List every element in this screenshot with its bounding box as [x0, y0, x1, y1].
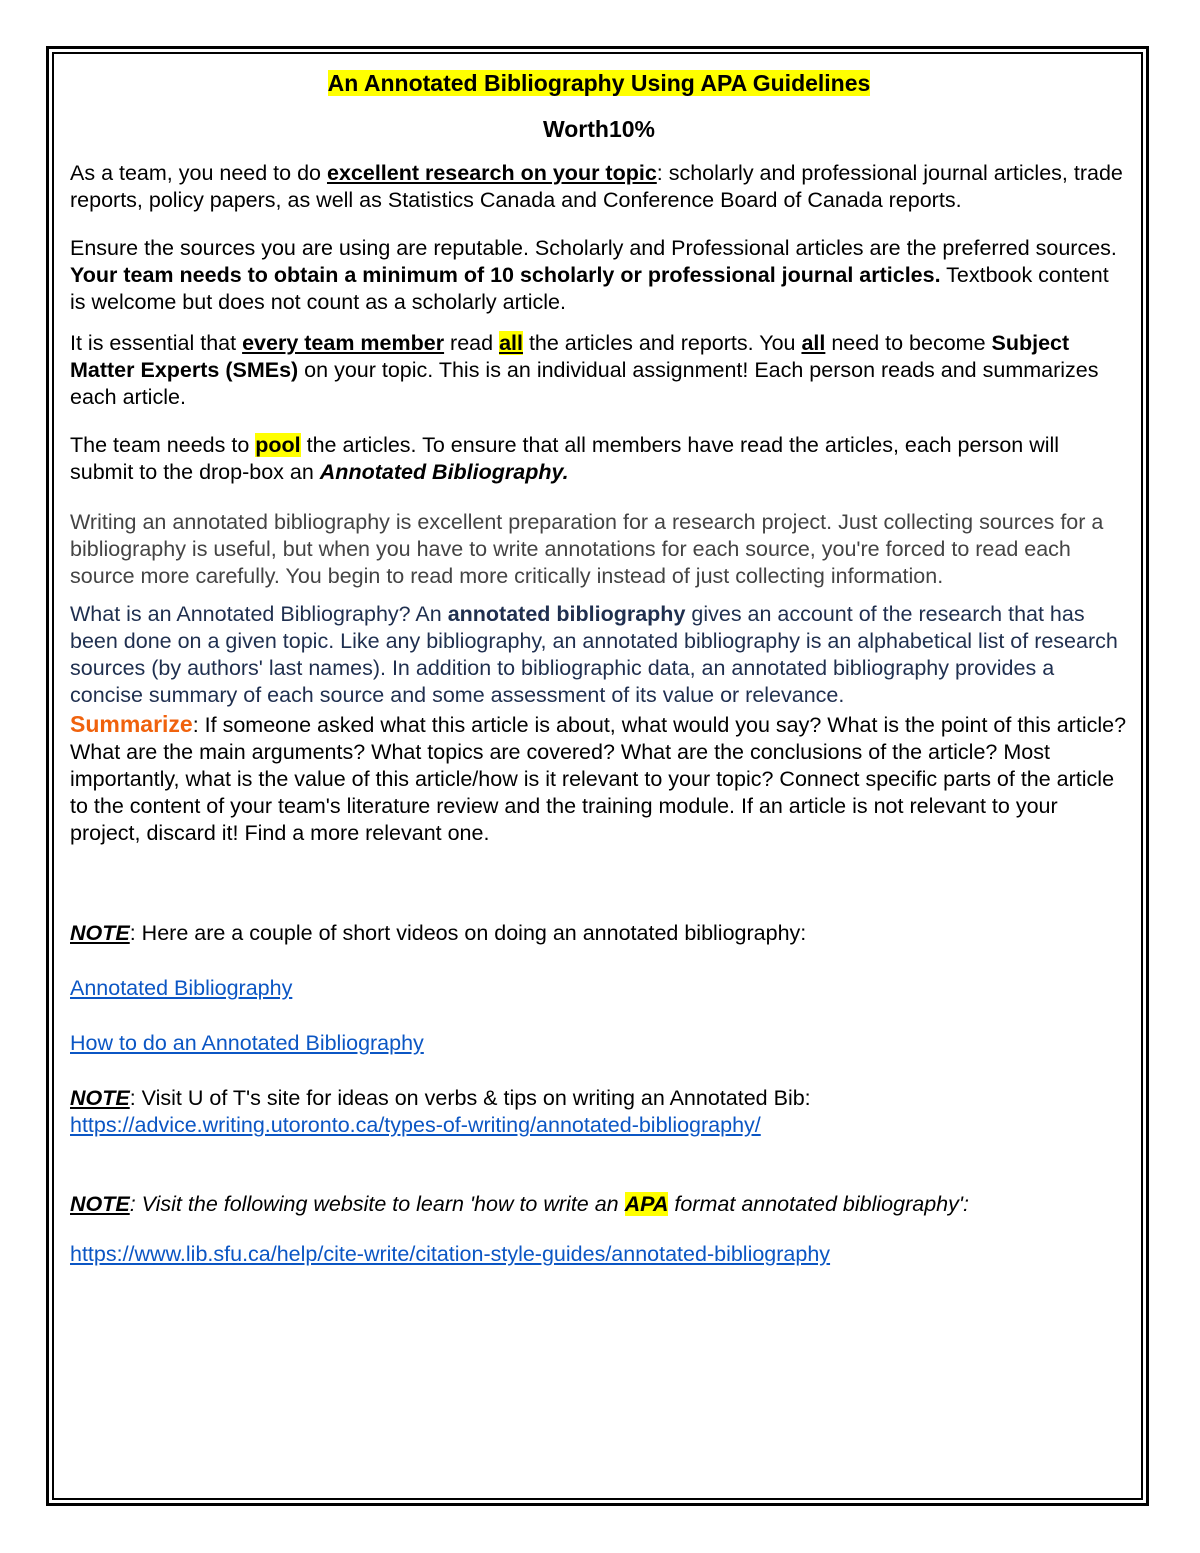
p3-text-g: need to become: [825, 331, 992, 355]
note1-text: : Here are a couple of short videos on doing an annotated bibliography:: [129, 921, 807, 945]
note-apa: [70, 1191, 1128, 1218]
p4-text-c: the articles. To ensure that all members have read the articles, each person will submit to the drop-box an: [70, 433, 1060, 484]
p3-all-underlined: all: [801, 331, 826, 355]
p2-emphasis: Your team needs to obtain a minimum of 10 scholarly or professional journal articles.: [70, 263, 941, 287]
p6-text-c: gives an account of the research that has been done on a given topic. Like any bibliography, an annotated bibliography is an alphabetical list of research sources (by authors' last names). In addition to bibliographic data, an annotated bibliography provides a concise summary of each source and some assessment of its value or relevance.: [70, 602, 1118, 707]
paragraph-preparation: Writing an annotated bibliography is excellent preparation for a research project. Just collecting sources for a bibliography is useful, but when you have to write annotations for each source, you're forced to read each source more carefully. You begin to read more critically instead of just collecting information.: [70, 510, 1104, 588]
paragraph-every-member: [70, 330, 1128, 411]
paragraph-pool: [70, 432, 1128, 486]
paragraph-sources: [70, 235, 1128, 316]
note3-apa-highlight: APA: [624, 1192, 669, 1216]
video-link-annotated-bibliography[interactable]: Annotated Bibliography: [70, 976, 293, 1000]
video-link-2-row: [70, 1030, 1128, 1057]
summarize-label: Summarize: [70, 711, 193, 737]
p4-text-a: The team needs to: [70, 433, 256, 457]
document-title-text: An Annotated Bibliography Using APA Guidelines: [327, 70, 871, 96]
p6-emphasis: annotated bibliography: [447, 602, 686, 626]
note-videos: [70, 920, 1128, 947]
p3-text-i: on your topic. This is an individual assignment! Each person reads and summarizes each article.: [70, 358, 1099, 409]
p3-smes: Subject Matter Experts (SMEs): [70, 331, 1070, 382]
note3-label: NOTE: [70, 1192, 130, 1216]
p3-every-team-member: every team member: [242, 331, 445, 355]
video-link-how-to[interactable]: How to do an Annotated Bibliography: [70, 1031, 424, 1055]
note3-text-a: : Visit the following website to learn 'how to write an: [129, 1192, 625, 1216]
note3-text-c: format annotated bibliography':: [668, 1192, 969, 1216]
worth-label: Worth10%: [542, 116, 656, 142]
uoft-link[interactable]: https://advice.writing.utoronto.ca/types-of-writing/annotated-bibliography/: [70, 1113, 761, 1137]
paragraph-definition: [70, 601, 1128, 709]
document-body: [70, 70, 1128, 1268]
p2-text-c: Textbook content is welcome but does not count as a scholarly article.: [70, 263, 1109, 314]
p1-emphasis: excellent research on your topic: [326, 161, 657, 185]
note2-label: NOTE: [70, 1086, 130, 1110]
p1-text-c: : scholarly and professional journal articles, trade reports, policy papers, as well as Statistics Canada and Conference Board of Canada reports.: [70, 161, 1123, 212]
note-uoft: [70, 1085, 1128, 1139]
p3-text-a: It is essential that: [70, 331, 243, 355]
p6-text-a: What is an Annotated Bibliography? An: [70, 602, 448, 626]
p2-text-a: Ensure the sources you are using are reputable. Scholarly and Professional articles are the preferred sources.: [70, 236, 1117, 260]
sfu-link-row: [70, 1241, 1128, 1268]
p3-text-e: the articles and reports. You: [522, 331, 802, 355]
video-link-1-row: [70, 975, 1128, 1002]
p3-all-highlight: all: [499, 331, 523, 355]
document-title: [70, 70, 1128, 104]
paragraph-research: [70, 160, 1128, 214]
p4-pool-highlight: pool: [255, 433, 301, 457]
summarize-text: : If someone asked what this article is about, what would you say? What is the point of this article? What are the main arguments? What topics are covered? What are the conclusions of the article? Most importantly, what is the value of this article/how is it relevant to your topic? Connect specific parts of the article to the content of your team's literature review and the training module. If an article is not relevant to your project, discard it! Find a more relevant one.: [70, 713, 1127, 845]
sfu-link[interactable]: https://www.lib.sfu.ca/help/cite-write/citation-style-guides/annotated-bibliography: [70, 1242, 831, 1266]
note1-label: NOTE: [70, 921, 130, 945]
p4-annotated-bibliography: Annotated Bibliography.: [319, 460, 569, 484]
p3-text-c: read: [444, 331, 500, 355]
p1-text-a: As a team, you need to do: [70, 161, 327, 185]
note2-text: : Visit U of T's site for ideas on verbs & tips on writing an Annotated Bib:: [129, 1086, 811, 1110]
paragraph-summarize: [70, 711, 1128, 847]
